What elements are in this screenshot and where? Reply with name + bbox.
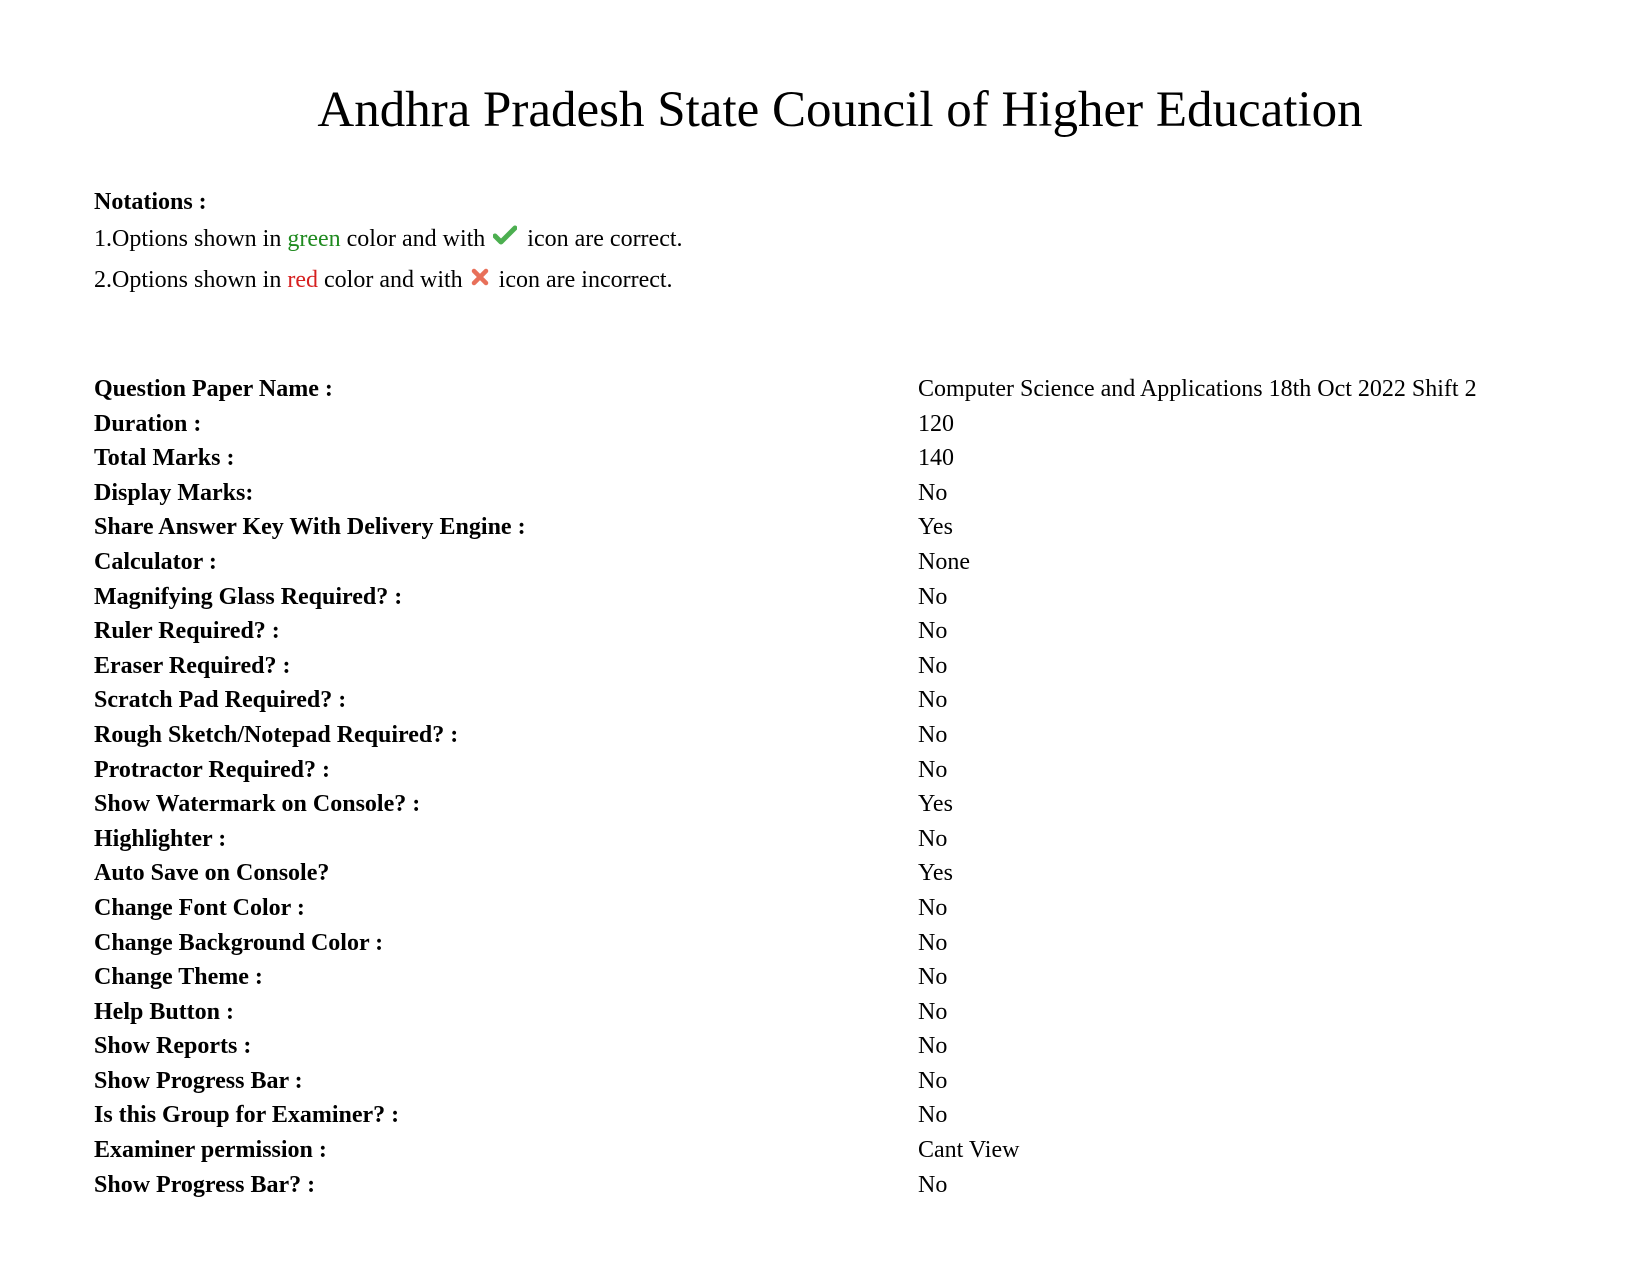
detail-row xyxy=(94,1098,1544,1133)
detail-value: No xyxy=(918,652,948,679)
detail-row xyxy=(94,476,1544,511)
detail-label: Ruler Required? : xyxy=(94,618,280,645)
page-title: Andhra Pradesh State Council of Higher Education xyxy=(317,82,1363,138)
detail-label: Help Button : xyxy=(94,998,235,1025)
detail-row xyxy=(94,822,1544,857)
detail-value: No xyxy=(918,1067,948,1094)
detail-value: Computer Science and Applications 18th Oct 2022 Shift 2 xyxy=(918,376,1477,402)
detail-row xyxy=(94,753,1544,788)
detail-value: 140 xyxy=(918,445,954,472)
detail-value: Yes xyxy=(918,514,953,541)
detail-row xyxy=(94,1133,1544,1168)
detail-value: No xyxy=(918,1171,948,1198)
detail-row xyxy=(94,441,1544,476)
detail-value: No xyxy=(918,618,948,645)
notation-correct-middle: color and with xyxy=(340,226,492,253)
notations-section xyxy=(94,184,683,302)
detail-row xyxy=(94,856,1544,891)
detail-value: Yes xyxy=(918,791,953,818)
notations-heading: Notations : xyxy=(94,189,207,215)
notation-incorrect-middle: color and with xyxy=(318,267,469,294)
detail-label: Change Theme : xyxy=(94,964,263,991)
detail-row xyxy=(94,580,1544,615)
detail-row xyxy=(94,960,1544,995)
detail-value: No xyxy=(918,894,948,921)
detail-label: Show Progress Bar? : xyxy=(94,1171,316,1198)
notation-incorrect xyxy=(94,261,683,302)
detail-value: No xyxy=(918,964,948,991)
detail-row xyxy=(94,1168,1544,1203)
detail-label: Is this Group for Examiner? : xyxy=(94,1102,400,1129)
detail-row xyxy=(94,649,1544,684)
detail-row xyxy=(94,372,1544,407)
detail-label: Change Background Color : xyxy=(94,929,384,956)
check-icon xyxy=(493,220,517,257)
detail-row xyxy=(94,510,1544,545)
detail-label: Duration : xyxy=(94,410,202,437)
detail-value: No xyxy=(918,929,948,956)
detail-label: Eraser Required? : xyxy=(94,652,291,679)
detail-label: Calculator : xyxy=(94,548,217,575)
notation-correct-color-word: green xyxy=(287,226,341,253)
detail-value: Yes xyxy=(918,860,953,887)
detail-label: Protractor Required? : xyxy=(94,756,330,783)
detail-value: No xyxy=(918,825,948,852)
detail-value: No xyxy=(918,583,948,610)
detail-row xyxy=(94,995,1544,1030)
detail-label: Display Marks: xyxy=(94,479,254,506)
detail-label: Show Progress Bar : xyxy=(94,1067,303,1094)
detail-label: Share Answer Key With Delivery Engine : xyxy=(94,514,526,541)
detail-label: Auto Save on Console? xyxy=(94,860,330,887)
detail-value: No xyxy=(918,1102,948,1129)
detail-label: Change Font Color : xyxy=(94,894,305,921)
detail-label: Show Watermark on Console? : xyxy=(94,791,421,818)
detail-label: Total Marks : xyxy=(94,445,235,472)
notation-incorrect-color-word: red xyxy=(287,267,319,294)
detail-value: None xyxy=(918,548,970,575)
detail-row xyxy=(94,718,1544,753)
detail-label: Highlighter : xyxy=(94,825,227,852)
detail-value: No xyxy=(918,479,948,506)
notation-correct-prefix: 1.Options shown in xyxy=(94,226,288,253)
detail-label: Show Reports : xyxy=(94,1033,252,1060)
detail-row xyxy=(94,683,1544,718)
detail-value: No xyxy=(918,1033,948,1060)
detail-row xyxy=(94,1029,1544,1064)
detail-value: Cant View xyxy=(918,1137,1020,1164)
detail-value: 120 xyxy=(918,410,954,437)
cross-icon xyxy=(471,261,489,298)
detail-label: Question Paper Name : xyxy=(94,376,333,402)
detail-row xyxy=(94,1064,1544,1099)
notation-correct xyxy=(94,220,683,261)
notation-correct-suffix: icon are correct. xyxy=(521,226,683,253)
notation-incorrect-prefix: 2.Options shown in xyxy=(94,267,288,294)
paper-details-list xyxy=(94,372,1544,1202)
detail-row xyxy=(94,926,1544,961)
detail-row xyxy=(94,891,1544,926)
detail-label: Scratch Pad Required? : xyxy=(94,687,347,714)
detail-label: Magnifying Glass Required? : xyxy=(94,583,403,610)
detail-row xyxy=(94,614,1544,649)
detail-label: Examiner permission : xyxy=(94,1137,327,1164)
detail-value: No xyxy=(918,998,948,1025)
detail-label: Rough Sketch/Notepad Required? : xyxy=(94,721,459,748)
detail-value: No xyxy=(918,687,948,714)
notation-incorrect-suffix: icon are incorrect. xyxy=(492,267,673,294)
detail-row xyxy=(94,787,1544,822)
detail-row xyxy=(94,407,1544,442)
detail-value: No xyxy=(918,721,948,748)
detail-row xyxy=(94,545,1544,580)
detail-value: No xyxy=(918,756,948,783)
